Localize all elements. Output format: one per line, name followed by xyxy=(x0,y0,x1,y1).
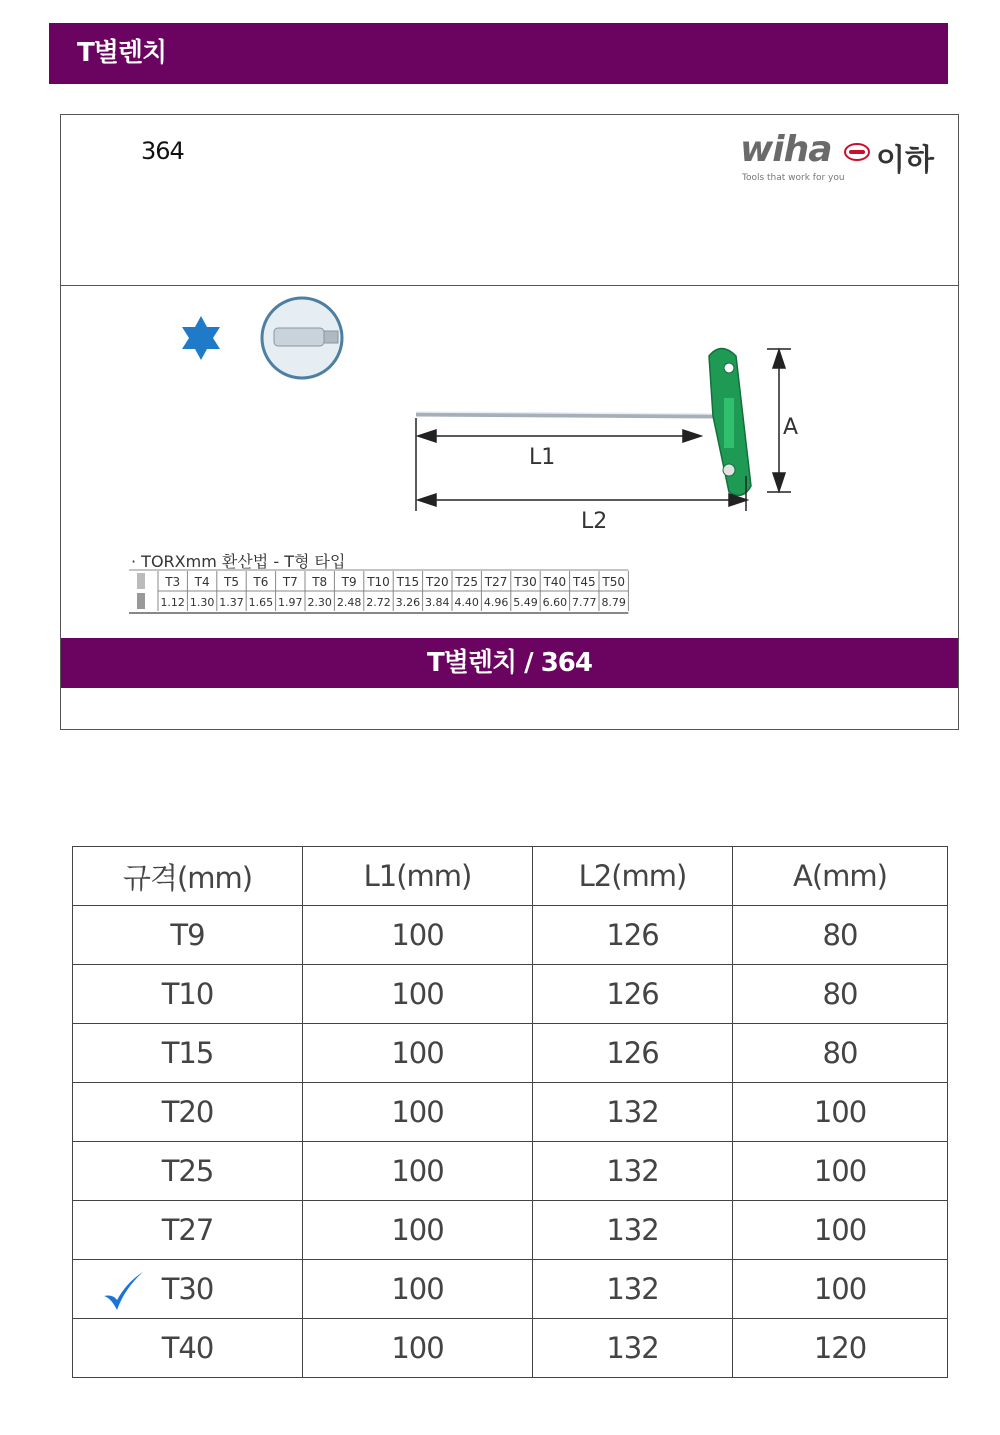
product-diagram xyxy=(61,286,958,639)
torx-table xyxy=(129,570,628,613)
table-cell-text: T30 xyxy=(161,1272,214,1306)
table-cell: T10 xyxy=(73,965,303,1024)
dim-l2 xyxy=(418,476,747,511)
table-cell: 132 xyxy=(533,1083,733,1142)
table-row xyxy=(73,906,948,965)
torx-size-label: T3 xyxy=(165,575,181,589)
table-cell: 100 xyxy=(303,1142,533,1201)
table-cell xyxy=(73,1260,303,1319)
table-cell: 100 xyxy=(733,1083,948,1142)
table-cell: T25 xyxy=(73,1142,303,1201)
torx-mm-value: 3.26 xyxy=(395,596,421,609)
table-cell: 100 xyxy=(733,1201,948,1260)
torx-mm-value: 5.49 xyxy=(513,596,538,609)
t-wrench-drawing xyxy=(61,286,958,639)
torx-mm-value: 1.37 xyxy=(219,596,244,609)
product-caption: T별렌치 / 364 xyxy=(61,638,958,688)
brand-name-kr: 이하 xyxy=(876,143,934,178)
bit-closeup-icon xyxy=(262,298,342,378)
table-row xyxy=(73,1083,948,1142)
torx-mm-value: 2.48 xyxy=(336,596,362,609)
table-cell: 100 xyxy=(733,1260,948,1319)
page-title: T별렌치 xyxy=(49,23,948,84)
torx-star-icon xyxy=(182,316,220,360)
table-cell: 132 xyxy=(533,1201,733,1260)
table-row xyxy=(73,1260,948,1319)
torx-mm-value: 2.30 xyxy=(307,596,332,609)
table-row xyxy=(73,1142,948,1201)
torx-mm-value: 4.40 xyxy=(454,596,479,609)
table-cell: T40 xyxy=(73,1319,303,1378)
torx-size-label: T4 xyxy=(194,575,210,589)
dim-l2-label: L2 xyxy=(581,509,608,534)
table-cell: 132 xyxy=(533,1319,733,1378)
torx-mm-value: 7.77 xyxy=(572,596,597,609)
column-header: A(mm) xyxy=(733,847,948,906)
dim-l1 xyxy=(416,418,701,511)
torx-mm-value: 2.72 xyxy=(366,596,391,609)
torx-mm-value: 1.65 xyxy=(248,596,274,609)
table-cell: 100 xyxy=(303,1083,533,1142)
table-cell: 126 xyxy=(533,965,733,1024)
table-cell: 100 xyxy=(303,1201,533,1260)
torx-size-label: T40 xyxy=(543,575,567,589)
dim-l1-label: L1 xyxy=(529,445,556,470)
table-row xyxy=(73,1024,948,1083)
table-cell: 80 xyxy=(733,1024,948,1083)
table-cell: 126 xyxy=(533,906,733,965)
torx-size-label: T8 xyxy=(312,575,328,589)
torx-size-label: T20 xyxy=(425,575,449,589)
torx-mm-value: 4.96 xyxy=(483,596,509,609)
table-header-row xyxy=(73,847,948,906)
table-row xyxy=(73,1201,948,1260)
torx-table-title: · TORXmm 환산법 - T형 타입 xyxy=(131,552,346,571)
table-cell: 100 xyxy=(303,1319,533,1378)
torx-size-label: T6 xyxy=(253,575,269,589)
model-number: 364 xyxy=(141,137,184,165)
table-cell: T20 xyxy=(73,1083,303,1142)
torx-size-label: T9 xyxy=(341,575,357,589)
torx-size-label: T15 xyxy=(396,575,420,589)
wrench-handle xyxy=(709,349,751,496)
table-cell: 100 xyxy=(303,1024,533,1083)
brand-wordmark: wiha xyxy=(740,129,832,170)
column-header: L1(mm) xyxy=(303,847,533,906)
table-row xyxy=(73,965,948,1024)
torx-size-label: T25 xyxy=(455,575,479,589)
table-cell: 100 xyxy=(303,906,533,965)
torx-size-label: T30 xyxy=(514,575,537,589)
checkmark-icon xyxy=(101,1268,145,1314)
table-cell: 100 xyxy=(303,965,533,1024)
torx-size-label: T45 xyxy=(572,575,596,589)
table-cell: T27 xyxy=(73,1201,303,1260)
table-cell: 120 xyxy=(733,1319,948,1378)
table-cell: 80 xyxy=(733,906,948,965)
torx-size-label: T50 xyxy=(602,575,626,589)
table-row xyxy=(73,1319,948,1378)
torx-mm-value: 6.60 xyxy=(542,596,568,609)
table-cell: 132 xyxy=(533,1142,733,1201)
table-cell: 126 xyxy=(533,1024,733,1083)
table-cell: 132 xyxy=(533,1260,733,1319)
column-header: 규격(mm) xyxy=(73,847,303,906)
torx-mm-value: 1.97 xyxy=(278,596,303,609)
brand-emblem-icon xyxy=(844,143,870,161)
column-header: L2(mm) xyxy=(533,847,733,906)
dim-a-label: A xyxy=(783,415,799,440)
torx-size-label: T7 xyxy=(282,575,298,589)
table-cell: 100 xyxy=(733,1142,948,1201)
wrench-shaft xyxy=(416,412,716,416)
torx-size-label: T10 xyxy=(367,575,390,589)
torx-mm-value: 1.30 xyxy=(189,596,215,609)
torx-size-label: T5 xyxy=(224,575,239,589)
torx-mm-value: 1.12 xyxy=(160,596,185,609)
table-cell: T15 xyxy=(73,1024,303,1083)
table-cell: 100 xyxy=(303,1260,533,1319)
brand-tagline: Tools that work for you xyxy=(742,173,845,183)
torx-size-label: T27 xyxy=(484,575,508,589)
torx-bit-icon xyxy=(137,573,145,609)
torx-mm-value: 8.79 xyxy=(601,596,626,609)
table-cell: 80 xyxy=(733,965,948,1024)
spec-table xyxy=(72,846,948,1378)
table-cell: T9 xyxy=(73,906,303,965)
torx-mm-value: 3.84 xyxy=(425,596,450,609)
brand-logo xyxy=(740,129,940,203)
product-card xyxy=(60,114,959,730)
